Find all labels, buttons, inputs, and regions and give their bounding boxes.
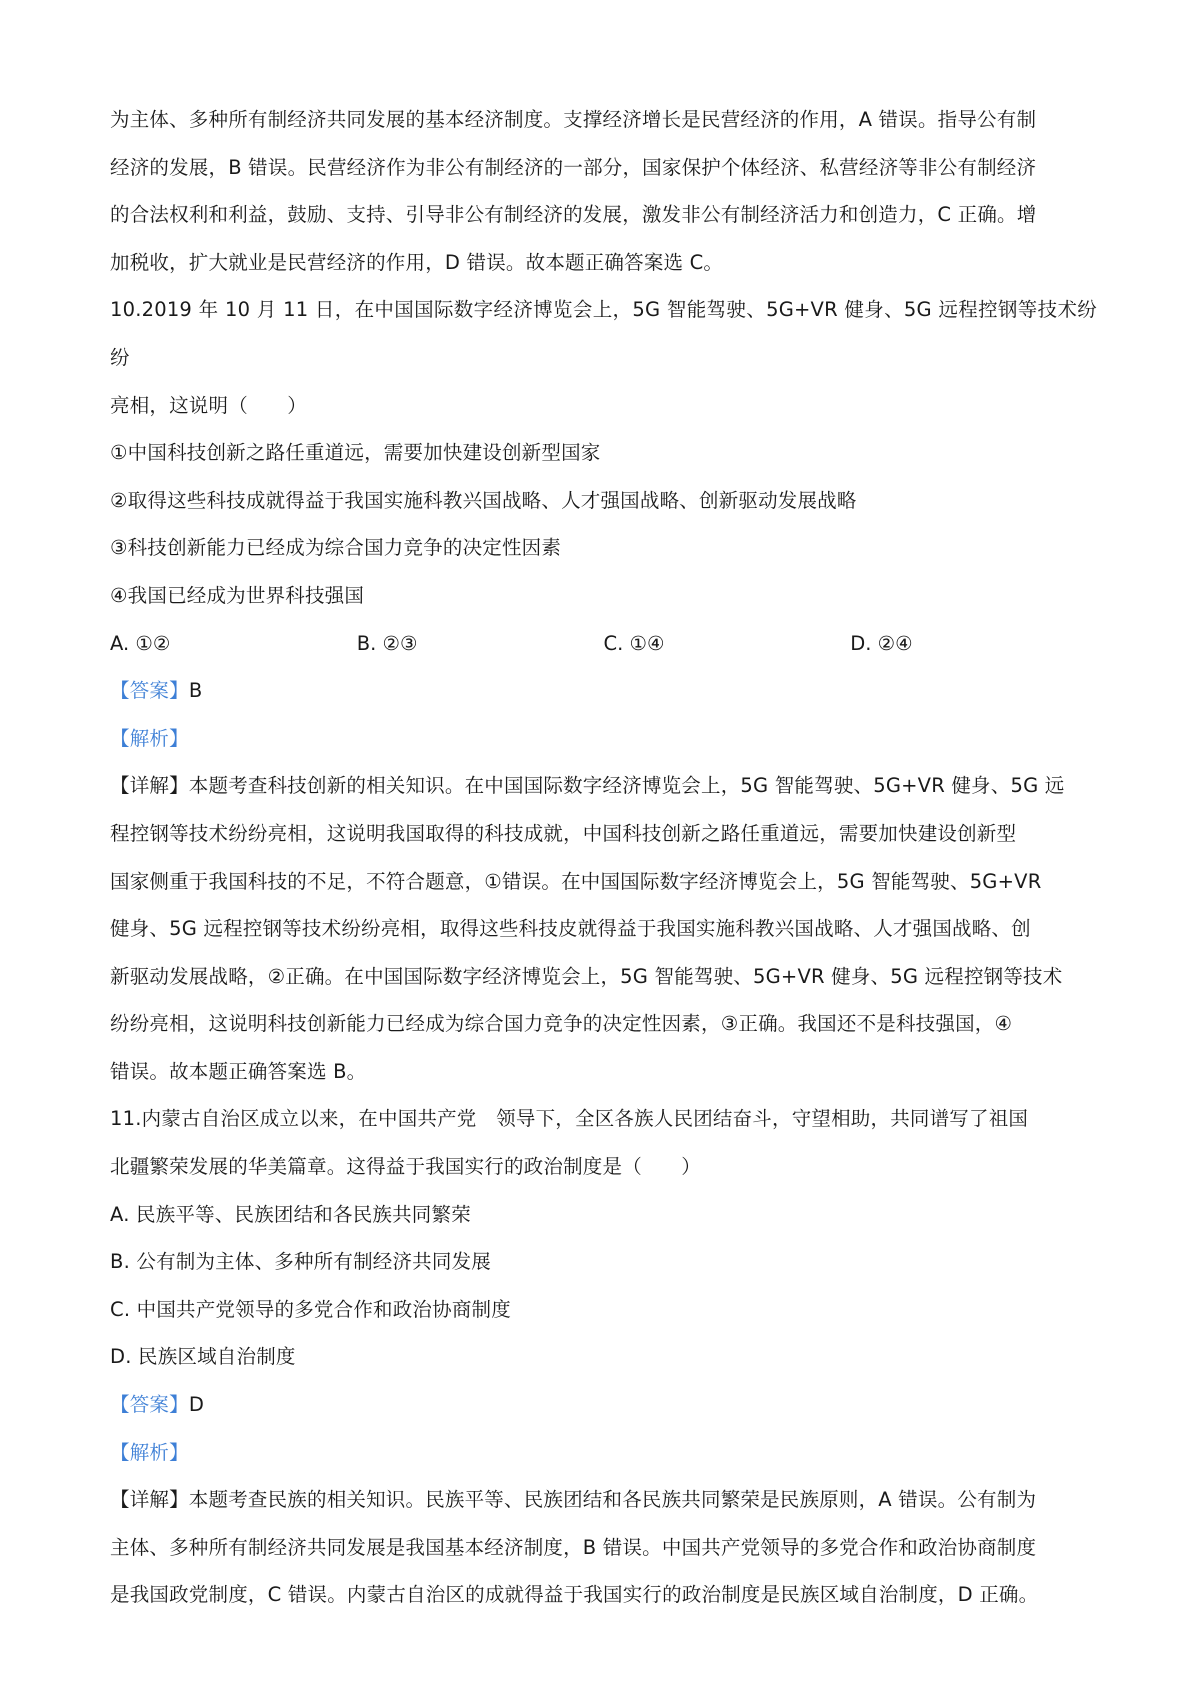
detail-line: 健身、5G 远程控钢等技术纷纷亮相，取得这些科技皮就得益于我国实施科教兴国战略、人才强国战略、创 [110,917,1031,941]
statement: ②取得这些科技成就得益于我国实施科教兴国战略、人才强国战略、创新驱动发展战略 [110,488,857,512]
q9-explanation-tail [110,96,1097,286]
analysis-tag: 【解析】 [110,726,189,750]
answer-tag: 【答案】 [110,679,189,703]
option-a: A. 民族平等、民族团结和各民族共同繁荣 [110,1202,471,1226]
option-b: B. 公有制为主体、多种所有制经济共同发展 [110,1250,491,1274]
question-10 [110,286,1097,1095]
detail-line: 纷纷亮相，这说明科技创新能力已经成为综合国力竞争的决定性因素，③正确。我国还不是科技强国，④ [110,1012,1013,1036]
option-a: A. ①② [110,631,171,655]
detail-line: 【详解】本题考查民族的相关知识。民族平等、民族团结和各民族共同繁荣是民族原则，A 错误。公有制为 [110,1488,1037,1512]
statement: ③科技创新能力已经成为综合国力竞争的决定性因素 [110,536,562,560]
detail-line: 错误。故本题正确答案选 B。 [110,1059,367,1083]
text-line: 经济的发展，B 错误。民营经济作为非公有制经济的一部分，国家保护个体经济、私营经济等非公有制经济 [110,155,1037,179]
option-row [110,620,1097,668]
answer-line [110,1381,1097,1429]
answer-value: B [188,679,203,703]
analysis-tag: 【解析】 [110,1440,189,1464]
document-page [110,96,1097,1619]
question-stem: 北疆繁荣发展的华美篇章。这得益于我国实行的政治制度是（ ） [110,1155,702,1179]
text-line: 加税收，扩大就业是民营经济的作用，D 错误。故本题正确答案选 C。 [110,250,724,274]
question-stem: 10.2019 年 10 月 11 日，在中国国际数字经济博览会上，5G 智能驾驶、5G+VR 健身、5G 远程控钢等技术纷纷 [110,298,1097,369]
answer-tag: 【答案】 [110,1393,189,1417]
detail-line: 是我国政党制度，C 错误。内蒙古自治区的成就得益于我国实行的政治制度是民族区域自治制度，D 正确。 [110,1583,1039,1607]
statement: ①中国科技创新之路任重道远，需要加快建设创新型国家 [110,441,601,465]
option-d: D. ②④ [850,631,913,655]
analysis-heading [110,1429,1097,1477]
text-line: 为主体、多种所有制经济共同发展的基本经济制度。支撑经济增长是民营经济的作用，A 错误。指导公有制 [110,108,1037,131]
option-c: C. 中国共产党领导的多党合作和政治协商制度 [110,1297,511,1321]
statement: ④我国已经成为世界科技强国 [110,583,365,607]
question-stem: 亮相，这说明（ ） [110,393,308,417]
detail-line: 程控钢等技术纷纷亮相，这说明我国取得的科技成就，中国科技创新之路任重道远，需要加快建设创新型 [110,821,1017,845]
option-b: B. ②③ [356,631,418,655]
detail-line: 【详解】本题考查科技创新的相关知识。在中国国际数字经济博览会上，5G 智能驾驶、5G+VR 健身、5G 远 [110,774,1065,798]
question-stem: 11.内蒙古自治区成立以来，在中国共产党 领导下，全区各族人民团结奋斗，守望相助，共同谱写了祖国 [110,1107,1029,1131]
option-d: D. 民族区域自治制度 [110,1345,296,1369]
option-c: C. ①④ [603,631,665,655]
detail-line: 新驱动发展战略，②正确。在中国国际数字经济博览会上，5G 智能驾驶、5G+VR 健身、5G 远程控钢等技术 [110,964,1063,988]
answer-line [110,667,1097,715]
question-11 [110,1095,1097,1619]
detail-line: 国家侧重于我国科技的不足，不符合题意，①错误。在中国国际数字经济博览会上，5G 智能驾驶、5G+VR [110,869,1042,893]
detail-line: 主体、多种所有制经济共同发展是我国基本经济制度，B 错误。中国共产党领导的多党合作和政治协商制度 [110,1535,1037,1559]
answer-value: D [188,1393,205,1417]
analysis-heading [110,715,1097,763]
text-line: 的合法权利和利益，鼓励、支持、引导非公有制经济的发展，激发非公有制经济活力和创造力，C 正确。增 [110,203,1037,227]
